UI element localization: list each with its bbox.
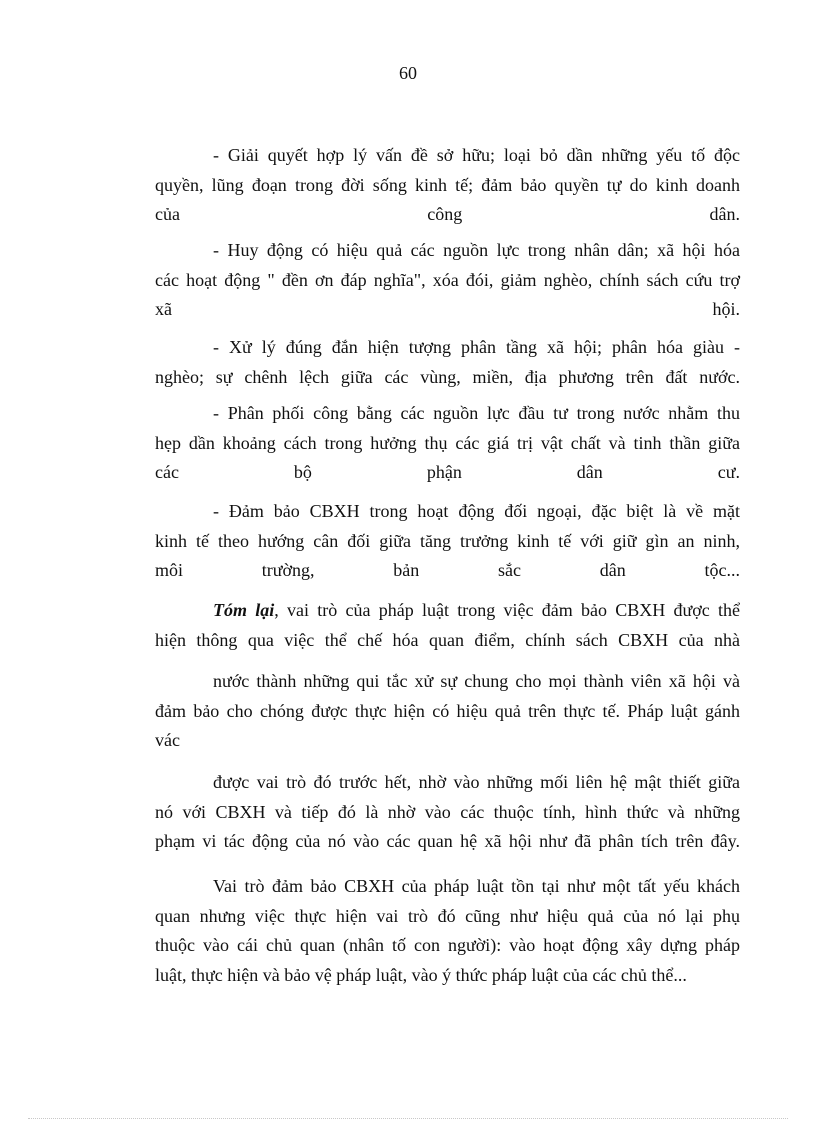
paragraph-5-line-1: - Đảm bảo CBXH trong hoạt động đối ngoại, đặc biệt là về mặt [213, 501, 740, 521]
paragraph-9 [155, 872, 740, 990]
paragraph-1-line-3: của công dân. [155, 204, 740, 224]
paragraph-7-line-1: nước thành những qui tắc xử sự chung cho mọi thành viên xã hội và [213, 671, 740, 691]
paragraph-4 [155, 399, 740, 488]
paragraph-6-line-2: hiện thông qua việc thể chế hóa quan điểm, chính sách CBXH của nhà [155, 629, 740, 650]
page-number: 60 [399, 63, 417, 83]
paragraph-8 [155, 768, 740, 857]
paragraph-8-line-3: phạm vi tác động của nó vào các quan hệ xã hội như đã phân tích trên đây. [155, 831, 740, 851]
paragraph-1-line-2: quyền, lũng đoạn trong đời sống kinh tế; đảm bảo quyền tự do kinh doanh [155, 174, 740, 195]
paragraph-3-line-1: - Xử lý đúng đắn hiện tượng phân tầng xã hội; phân hóa giàu - [213, 337, 740, 357]
paragraph-2-line-3: xã hội. [155, 299, 740, 319]
paragraph-2-line-2: các hoạt động " đền ơn đáp nghĩa", xóa đói, giảm nghèo, chính sách cứu trợ [155, 269, 740, 290]
paragraph-3-line-2: nghèo; sự chênh lệch giữa các vùng, miền, địa phương trên đất nước. [155, 366, 740, 387]
paragraph-6-line-1-rest: , vai trò của pháp luật trong việc đảm bảo CBXH được thể [274, 600, 740, 620]
paragraph-1-line-1: - Giải quyết hợp lý vấn đề sở hữu; loại bỏ dần những yếu tố độc [213, 145, 740, 165]
paragraph-7 [155, 667, 740, 756]
paragraph-8-line-1: được vai trò đó trước hết, nhờ vào những mối liên hệ mật thiết giữa [213, 772, 740, 792]
page-bottom-border [28, 1118, 788, 1119]
paragraph-4-line-1: - Phân phối công bằng các nguồn lực đầu tư trong nước nhằm thu [213, 403, 740, 423]
paragraph-8-line-2: nó với CBXH và tiếp đó là nhờ vào các thuộc tính, hình thức và những [155, 801, 740, 822]
paragraph-5-line-3: môi trường, bản sắc dân tộc... [155, 560, 740, 580]
paragraph-9-line-1: Vai trò đảm bảo CBXH của pháp luật tồn tại như một tất yếu khách [213, 876, 740, 896]
paragraph-5 [155, 497, 740, 586]
paragraph-3 [155, 333, 740, 392]
paragraph-1 [155, 141, 740, 230]
paragraph-2 [155, 236, 740, 325]
paragraph-6 [155, 596, 740, 655]
paragraph-9-line-2: quan nhưng việc thực hiện vai trò đó cũng như hiệu quả của nó lại phụ [155, 905, 740, 926]
paragraph-7-line-2: đảm bảo cho chóng được thực hiện có hiệu quả trên thực tế. Pháp luật gánh [155, 700, 740, 721]
paragraph-5-line-2: kinh tế theo hướng cân đối giữa tăng trưởng kinh tế với giữ gìn an ninh, [155, 530, 740, 551]
paragraph-7-line-3: vác [155, 730, 180, 750]
paragraph-4-line-3: các bộ phận dân cư. [155, 462, 740, 482]
paragraph-9-line-3: thuộc vào cái chủ quan (nhân tố con người): vào hoạt động xây dựng pháp [155, 935, 740, 955]
paragraph-4-line-2: hẹp dần khoảng cách trong hưởng thụ các giá trị vật chất và tinh thần giữa [155, 432, 740, 453]
paragraph-6-line-1 [155, 596, 740, 626]
summary-lead-text: Tóm lại [213, 600, 275, 620]
paragraph-9-line-4: luật, thực hiện và bảo vệ pháp luật, vào ý thức pháp luật của các chủ thể... [155, 964, 687, 985]
paragraph-2-line-1: - Huy động có hiệu quả các nguồn lực trong nhân dân; xã hội hóa [213, 240, 740, 260]
